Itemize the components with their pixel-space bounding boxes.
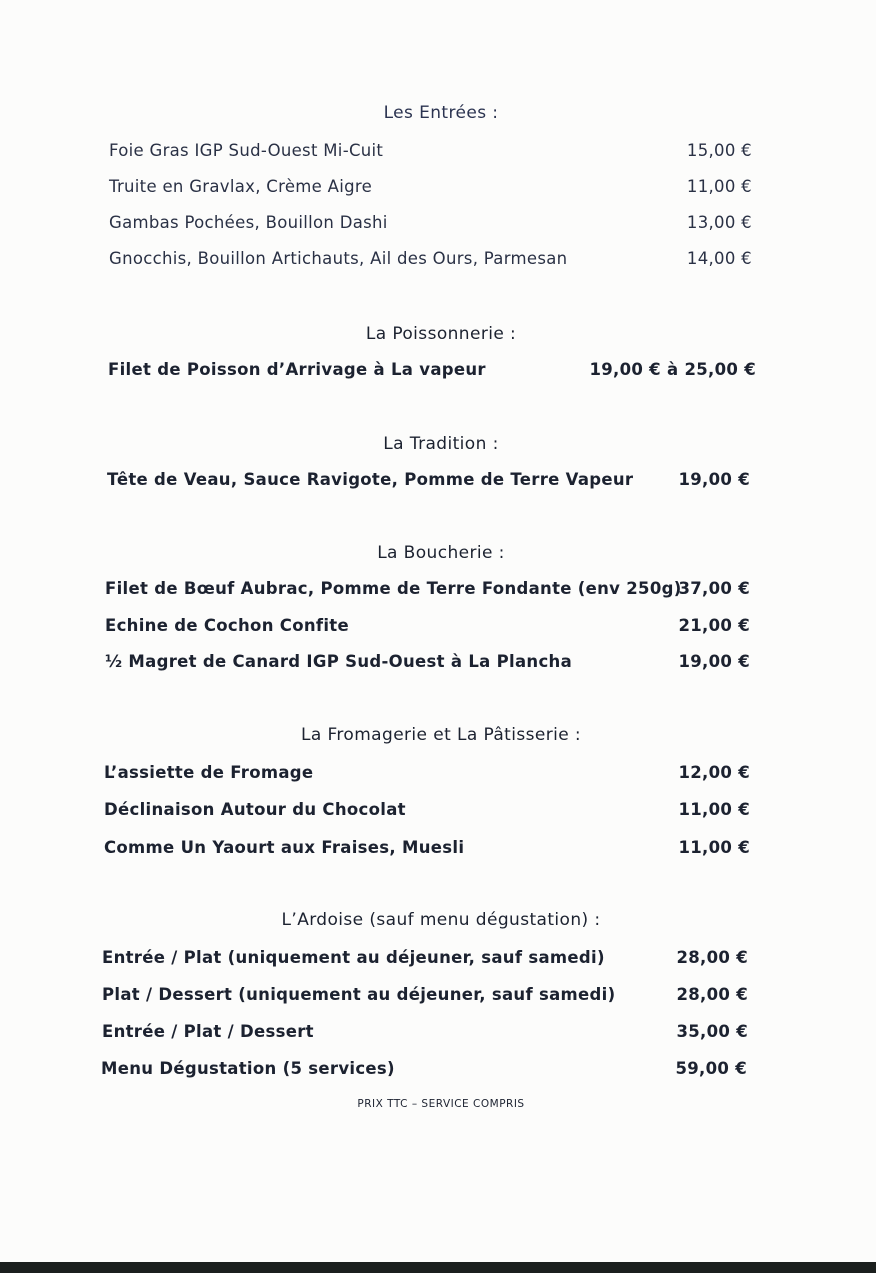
menu-item-name: Gnocchis, Bouillon Artichauts, Ail des Ours, Parmesan xyxy=(109,249,568,268)
bottom-edge xyxy=(0,1262,876,1273)
menu-item xyxy=(0,213,876,239)
section-title-entrees: Les Entrées : xyxy=(383,103,499,123)
menu-item-name: Echine de Cochon Confite xyxy=(105,616,349,635)
menu-item-name: Entrée / Plat / Dessert xyxy=(102,1022,314,1041)
menu-item-name: Filet de Bœuf Aubrac, Pomme de Terre Fondante (env 250g) xyxy=(105,579,682,598)
menu-item xyxy=(0,141,876,167)
menu-item-price: 13,00 € xyxy=(686,213,752,232)
menu-item xyxy=(0,579,876,605)
menu-item xyxy=(0,800,876,826)
menu-item xyxy=(0,1022,876,1048)
menu-item-name: Menu Dégustation (5 services) xyxy=(101,1059,395,1078)
menu-item xyxy=(0,249,876,275)
section-title-fromagerie: La Fromagerie et La Pâtisserie : xyxy=(300,725,582,745)
menu-item-name: Plat / Dessert (uniquement au déjeuner, sauf samedi) xyxy=(102,985,616,1004)
menu-item-name: Truite en Gravlax, Crème Aigre xyxy=(109,177,373,196)
menu-item-price: 11,00 € xyxy=(678,838,750,857)
menu-item xyxy=(0,1059,876,1085)
menu-item-price: 19,00 € à 25,00 € xyxy=(589,360,756,379)
menu-item xyxy=(0,948,876,974)
menu-item xyxy=(0,177,876,203)
menu-item-price: 37,00 € xyxy=(678,579,750,598)
menu-item-price: 35,00 € xyxy=(676,1022,748,1041)
menu-item-name: Filet de Poisson d’Arrivage à La vapeur xyxy=(108,360,486,379)
section-title-boucherie: La Boucherie : xyxy=(377,543,505,563)
menu-item xyxy=(0,360,876,386)
menu-item xyxy=(0,763,876,789)
menu-item-name: Déclinaison Autour du Chocolat xyxy=(104,800,406,819)
footer-note: PRIX TTC – SERVICE COMPRIS xyxy=(357,1098,525,1110)
menu-item xyxy=(0,985,876,1011)
menu-item xyxy=(0,616,876,642)
section-title-tradition: La Tradition : xyxy=(383,434,499,454)
menu-item-price: 59,00 € xyxy=(675,1059,747,1078)
menu-item-price: 28,00 € xyxy=(676,985,748,1004)
menu-item xyxy=(0,838,876,864)
menu-item-name: Entrée / Plat (uniquement au déjeuner, sauf samedi) xyxy=(102,948,605,967)
menu-item xyxy=(0,652,876,678)
menu-item-name: Foie Gras IGP Sud-Ouest Mi-Cuit xyxy=(109,141,384,160)
menu-item-price: 14,00 € xyxy=(686,249,752,268)
menu-item-name: Comme Un Yaourt aux Fraises, Muesli xyxy=(104,838,465,857)
menu-item-price: 11,00 € xyxy=(678,800,750,819)
menu-item-price: 21,00 € xyxy=(678,616,750,635)
menu-item-name: Gambas Pochées, Bouillon Dashi xyxy=(109,213,388,232)
menu-item-name: Tête de Veau, Sauce Ravigote, Pomme de Terre Vapeur xyxy=(107,470,634,489)
menu-item-price: 12,00 € xyxy=(678,763,750,782)
menu-item-price: 19,00 € xyxy=(678,470,750,489)
menu-item-price: 28,00 € xyxy=(676,948,748,967)
menu-item-name: ½ Magret de Canard IGP Sud-Ouest à La Plancha xyxy=(105,652,572,671)
menu-item-price: 11,00 € xyxy=(686,177,752,196)
menu-item xyxy=(0,470,876,496)
menu-item-price: 15,00 € xyxy=(686,141,752,160)
section-title-ardoise: L’Ardoise (sauf menu dégustation) : xyxy=(281,910,601,930)
menu-item-price: 19,00 € xyxy=(678,652,750,671)
section-title-poissonnerie: La Poissonnerie : xyxy=(365,324,517,344)
menu-item-name: L’assiette de Fromage xyxy=(104,763,314,782)
